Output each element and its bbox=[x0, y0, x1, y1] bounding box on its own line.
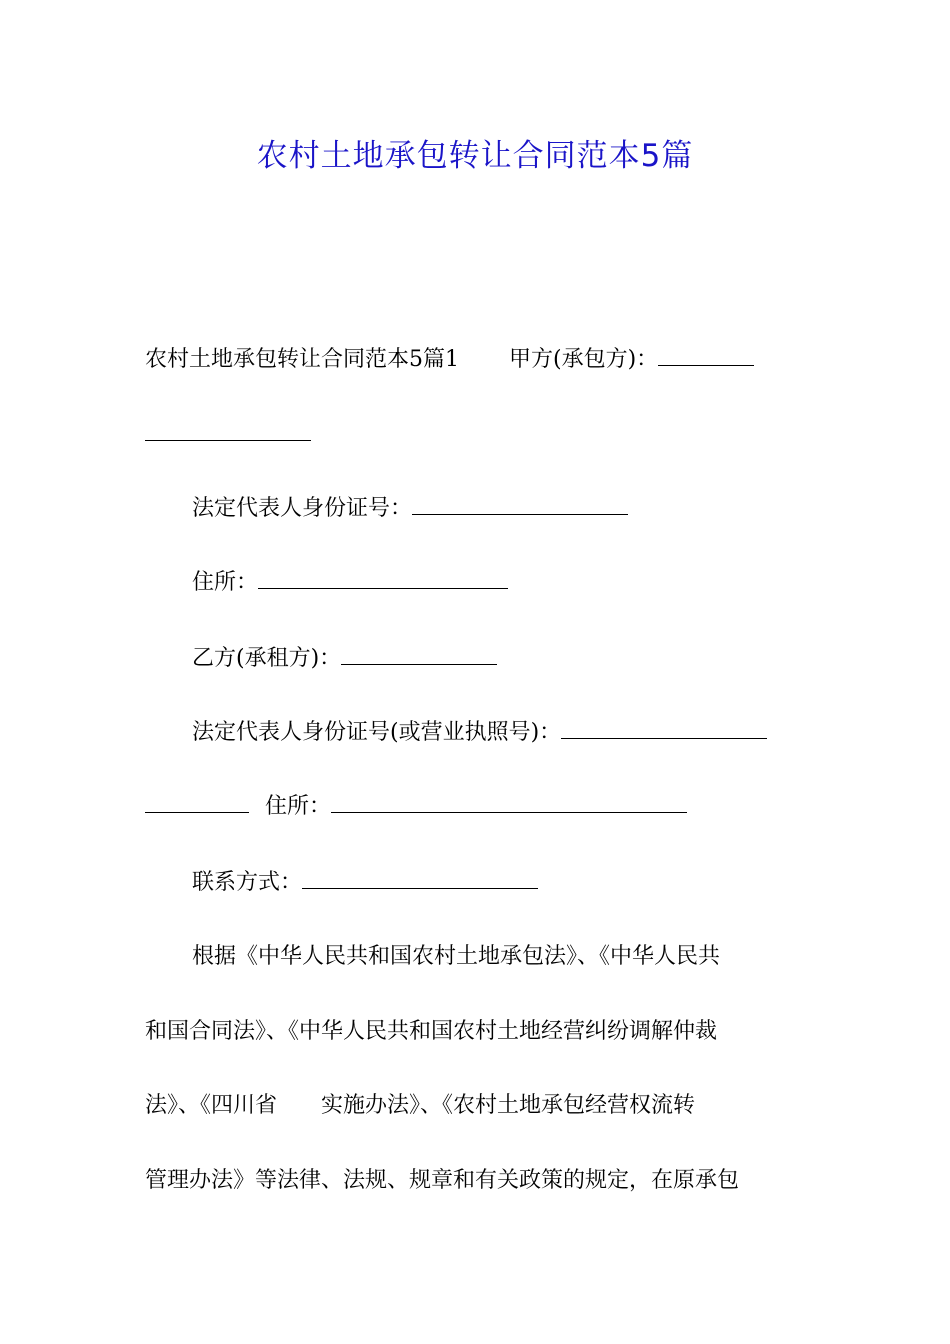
contact-blank[interactable] bbox=[302, 868, 538, 889]
rep-id-line bbox=[192, 494, 628, 524]
rep-id-license-blank-continued[interactable] bbox=[145, 792, 249, 813]
rep-id-label: 法定代表人身份证号： bbox=[192, 496, 413, 521]
body-text-line: 根据《中华人民共和国农村土地承包法》、《中华人民共 bbox=[192, 944, 721, 969]
address-blank[interactable] bbox=[258, 568, 508, 589]
party-b-line bbox=[192, 644, 497, 674]
party-b-blank[interactable] bbox=[341, 644, 497, 665]
rep-id-license-line bbox=[192, 718, 767, 748]
address-label-2: 住所： bbox=[265, 794, 332, 819]
document-title: 农村土地承包转让合同范本5篇 bbox=[256, 138, 694, 174]
address-line-1 bbox=[192, 568, 508, 598]
rep-id-license-label: 法定代表人身份证号(或营业执照号)： bbox=[192, 720, 562, 745]
contract-heading-line bbox=[145, 345, 754, 375]
address-blank-2[interactable] bbox=[331, 792, 687, 813]
body-text-line: 法》、《四川省 实施办法》、《农村土地承包经营权流转 bbox=[145, 1093, 696, 1118]
address-line-2 bbox=[145, 792, 687, 822]
contact-label: 联系方式： bbox=[192, 870, 303, 895]
party-a-blank[interactable] bbox=[658, 345, 754, 366]
rep-id-license-blank[interactable] bbox=[561, 718, 767, 739]
body-text-line: 管理办法》等法律、法规、规章和有关政策的规定，在原承包 bbox=[145, 1168, 740, 1193]
rep-id-blank[interactable] bbox=[412, 494, 628, 515]
body-text-line: 和国合同法》、《中华人民共和国农村土地经营纠纷调解仲裁 bbox=[145, 1019, 718, 1044]
party-a-label: 甲方(承包方)： bbox=[509, 347, 659, 372]
address-label: 住所： bbox=[192, 570, 259, 595]
party-a-blank-continued-line bbox=[145, 420, 311, 450]
contract-heading: 农村土地承包转让合同范本5篇1 bbox=[145, 347, 459, 372]
party-a-blank-continued[interactable] bbox=[145, 420, 311, 441]
party-b-label: 乙方(承租方)： bbox=[192, 646, 342, 671]
contact-line bbox=[192, 868, 538, 898]
